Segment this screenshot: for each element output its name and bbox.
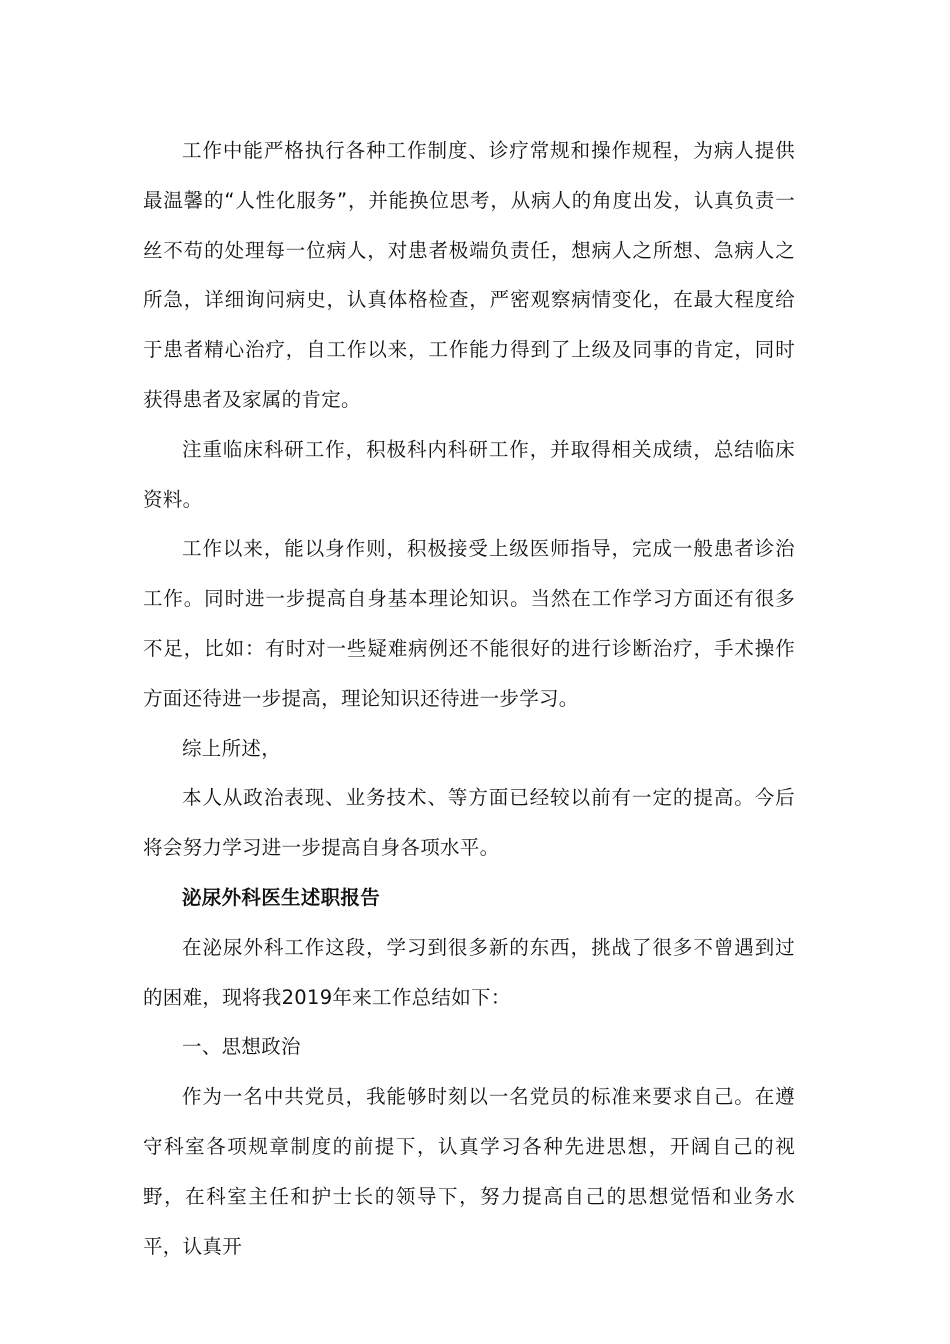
- paragraph-self-improvement: 工作以来，能以身作则，积极接受上级医师指导，完成一般患者诊治工作。同时进一步提高自身基本理论知识。当然在工作学习方面还有很多不足，比如：有时对一些疑难病例还不能很好的进行诊断治疗，手术操作方面还待进一步提高，理论知识还待进一步学习。: [143, 537, 795, 710]
- section-title: 泌尿外科医生述职报告: [182, 885, 381, 909]
- paragraph-research: 注重临床科研工作，积极科内科研工作，并取得相关成绩，总结临床资料。: [143, 437, 795, 511]
- paragraph-summary: 本人从政治表现、业务技术、等方面已经较以前有一定的提高。今后将会努力学习进一步提高自身各项水平。: [143, 786, 795, 860]
- paragraph-summary-intro: 综上所述，: [182, 736, 282, 760]
- document-page: [143, 126, 795, 1271]
- paragraph-report-intro: 在泌尿外科工作这段，学习到很多新的东西，挑战了很多不曾遇到过的困难，现将我2019年来工作总结如下：: [143, 935, 795, 1009]
- paragraph-politics: 作为一名中共党员，我能够时刻以一名党员的标准来要求自己。在遵守科室各项规章制度的前提下，认真学习各种先进思想，开阔自己的视野，在科室主任和护士长的领导下，努力提高自己的思想觉悟和业务水平，认真开: [143, 1085, 795, 1258]
- section-heading-politics: 一、思想政治: [182, 1035, 301, 1059]
- paragraph-work-conduct: 工作中能严格执行各种工作制度、诊疗常规和操作规程，为病人提供最温馨的“人性化服务”，并能换位思考，从病人的角度出发，认真负责一丝不苟的处理每一位病人，对患者极端负责任，想病人之所想、急病人之所急，详细询问病史，认真体格检查，严密观察病情变化，在最大程度给于患者精心治疗，自工作以来，工作能力得到了上级及同事的肯定，同时获得患者及家属的肯定。: [143, 139, 795, 411]
